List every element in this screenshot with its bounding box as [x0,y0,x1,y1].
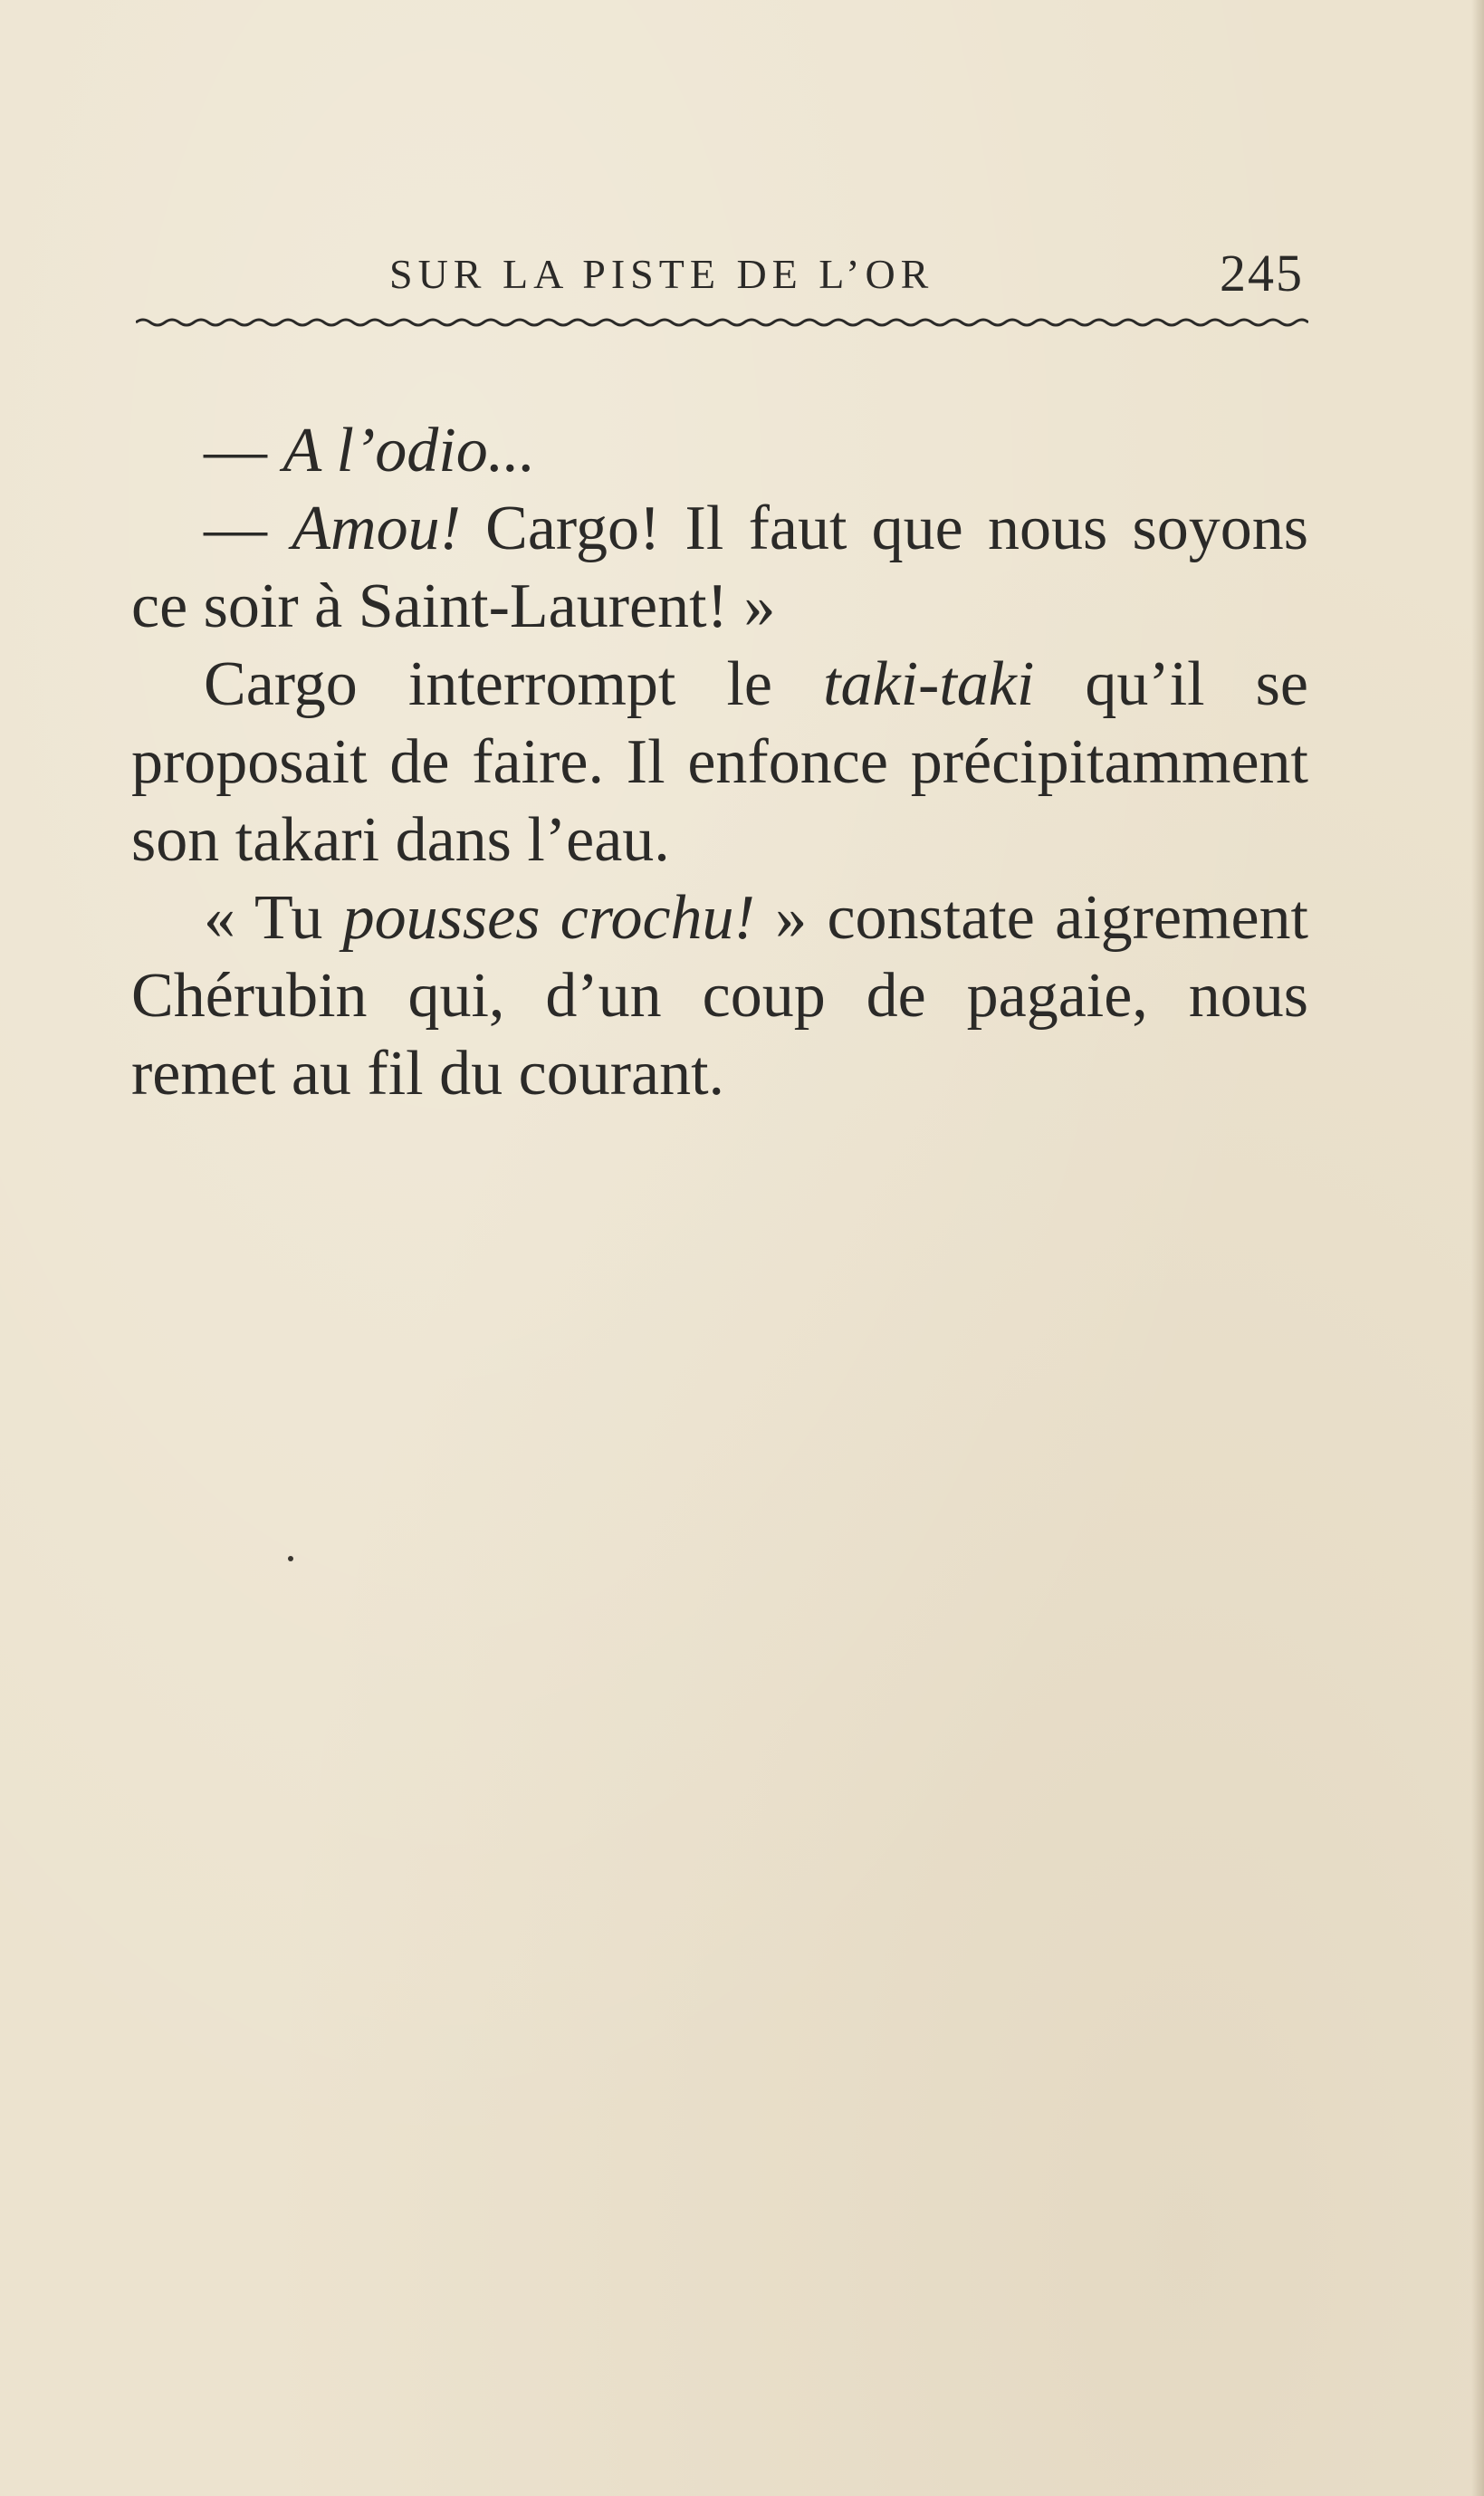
paragraph [131,879,1308,1113]
running-title: SUR LA PISTE DE L’OR [389,251,934,297]
paragraph [131,646,1308,879]
italic-text: A l’odio... [282,416,536,485]
italic-text: taki-taki [823,649,1035,719]
text-segment: » constate aigrement Chérubin qui, d’un coup de pagaie, nous remet au fil du courant. [131,883,1308,1109]
paper-speck [288,1556,293,1561]
body-text [131,412,1308,1113]
decorative-wavy-rule [136,317,1308,328]
page-edge-shadow [1471,0,1484,2496]
italic-text: pousses crochu! [342,883,755,953]
text-segment: Cargo! Il faut que nous soyons ce soir à Saint-Laurent! » [131,494,1309,641]
paragraph [131,490,1308,646]
italic-text: Amou! [292,494,461,563]
page-number: 245 [1220,244,1304,302]
text-segment: « Tu [204,883,343,953]
paragraph [131,412,1308,490]
text-segment: — [204,494,292,563]
text-segment: Cargo interrompt le [204,649,824,719]
page-header [127,243,1304,315]
text-segment: — [204,416,283,485]
text-segment: qu’il se proposait de faire. Il enfonce précipitamment son takari dans l’eau. [131,649,1308,875]
